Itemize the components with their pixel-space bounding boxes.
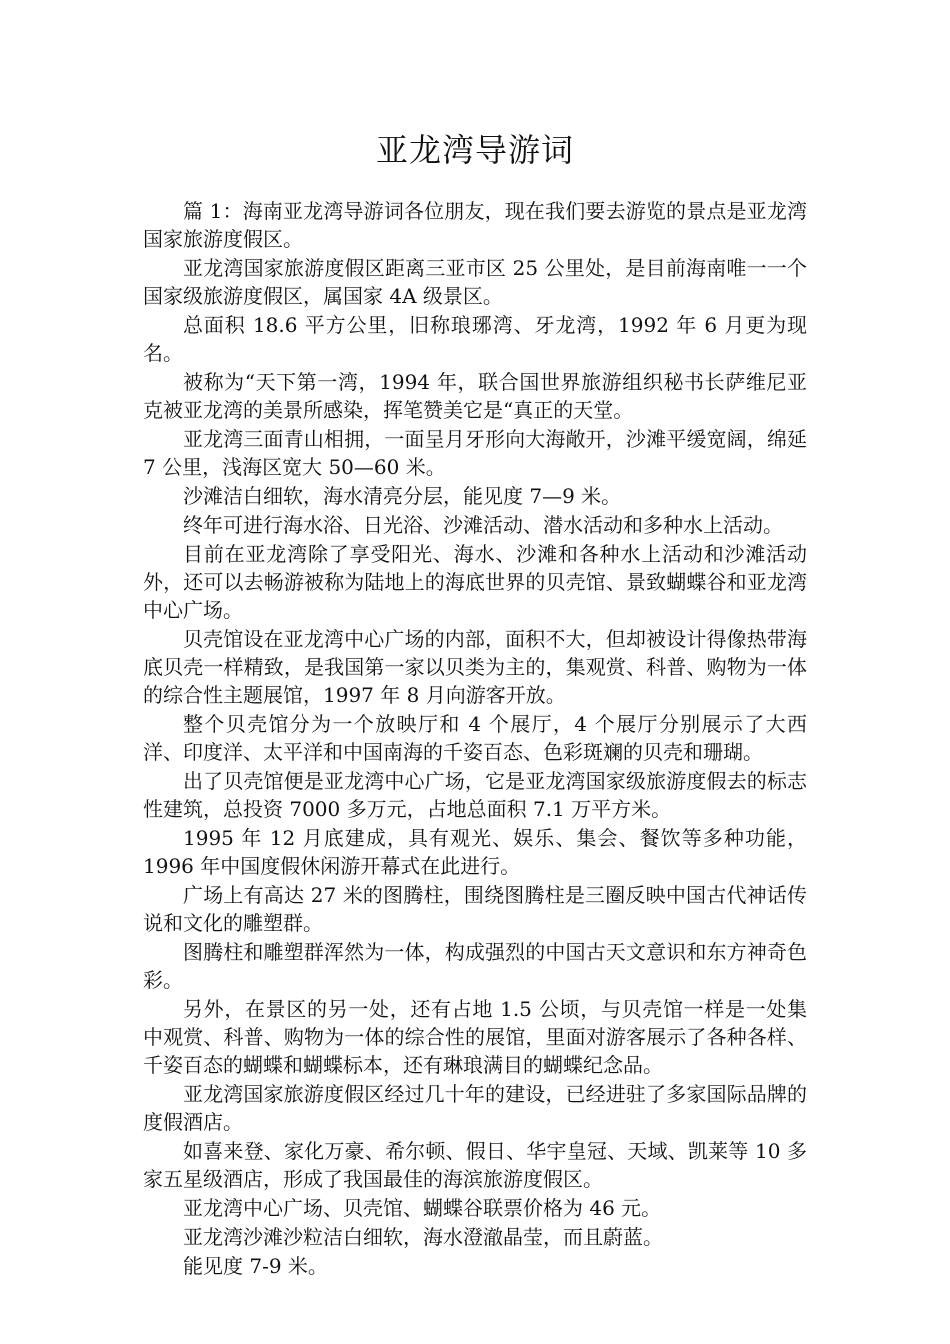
- paragraph: 贝壳馆设在亚龙湾中心广场的内部，面积不大，但却被设计得像热带海底贝壳一样精致，是我国第一家以贝类为主的，集观赏、科普、购物为一体的综合性主题展馆，1997 年 8 月向游客开放。: [143, 627, 807, 707]
- document-body: [143, 197, 807, 1281]
- document-title: 亚龙湾导游词: [375, 131, 574, 169]
- paragraph: 广场上有高达 27 米的图腾柱，围绕图腾柱是三圈反映中国古代神话传说和文化的雕塑群。: [143, 883, 807, 935]
- paragraph: 终年可进行海水浴、日光浴、沙滩活动、潜水活动和多种水上活动。: [183, 513, 783, 537]
- paragraph: 另外，在景区的另一处，还有占地 1.5 公顷，与贝壳馆一样是一处集中观赏、科普、购物为一体的综合性的展馆，里面对游客展示了各种各样、千姿百态的蝴蝶和蝴蝶标本，还有琳琅满目的蝴蝶纪念品。: [143, 997, 807, 1077]
- paragraph: 沙滩洁白细软，海水清亮分层，能见度 7—9 米。: [183, 484, 622, 508]
- paragraph: 出了贝壳馆便是亚龙湾中心广场，它是亚龙湾国家级旅游度假去的标志性建筑，总投资 7000 多万元，占地总面积 7.1 万平方米。: [143, 769, 807, 821]
- paragraph: 目前在亚龙湾除了享受阳光、海水、沙滩和各种水上活动和沙滩活动外，还可以去畅游被称为陆地上的海底世界的贝壳馆、景致蝴蝶谷和亚龙湾中心广场。: [143, 542, 807, 622]
- paragraph: 篇 1：海南亚龙湾导游词各位朋友，现在我们要去游览的景点是亚龙湾国家旅游度假区。: [143, 199, 807, 251]
- paragraph: 1995 年 12 月底建成，具有观光、娱乐、集会、餐饮等多种功能，1996 年中国度假休闲游开幕式在此进行。: [143, 826, 807, 878]
- paragraph: 总面积 18.6 平方公里，旧称琅琊湾、牙龙湾，1992 年 6 月更为现名。: [143, 313, 807, 365]
- paragraph: 能见度 7-9 米。: [183, 1254, 328, 1278]
- paragraph: 图腾柱和雕塑群浑然为一体，构成强烈的中国古天文意识和东方神奇色彩。: [143, 940, 807, 992]
- paragraph: 被称为“天下第一湾，1994 年，联合国世界旅游组织秘书长萨维尼亚克被亚龙湾的美景所感染，挥笔赞美它是“真正的天堂。: [143, 370, 807, 422]
- paragraph: 整个贝壳馆分为一个放映厅和 4 个展厅，4 个展厅分别展示了大西洋、印度洋、太平洋和中国南海的千姿百态、色彩斑斓的贝壳和珊瑚。: [143, 712, 807, 764]
- paragraph: 亚龙湾国家旅游度假区距离三亚市区 25 公里处，是目前海南唯一一个国家级旅游度假区，属国家 4A 级景区。: [143, 256, 807, 308]
- paragraph: 亚龙湾中心广场、贝壳馆、蝴蝶谷联票价格为 46 元。: [183, 1196, 662, 1220]
- paragraph: 亚龙湾沙滩沙粒洁白细软，海水澄澈晶莹，而且蔚蓝。: [183, 1225, 663, 1249]
- paragraph: 亚龙湾三面青山相拥，一面呈月牙形向大海敞开，沙滩平缓宽阔，绵延 7 公里，浅海区宽大 50—60 米。: [143, 427, 807, 479]
- paragraph: 如喜来登、家化万豪、希尔顿、假日、华宇皇冠、天域、凯莱等 10 多家五星级酒店，形成了我国最佳的海滨旅游度假区。: [143, 1139, 807, 1191]
- paragraph: 亚龙湾国家旅游度假区经过几十年的建设，已经进驻了多家国际品牌的度假酒店。: [143, 1082, 807, 1134]
